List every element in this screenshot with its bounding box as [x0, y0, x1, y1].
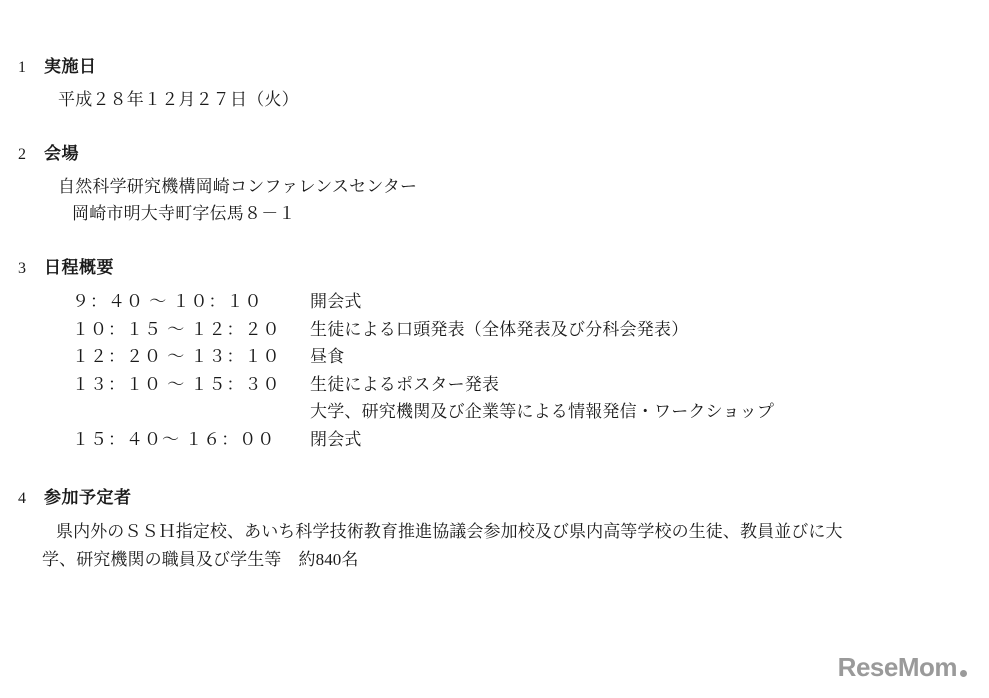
- section-heading: [14, 52, 949, 77]
- section-body-line: 平成２８年１２月２７日（火）: [58, 90, 299, 109]
- section-number: 2: [18, 146, 27, 164]
- schedule-row: [14, 343, 949, 371]
- schedule-description: 開会式: [310, 292, 362, 312]
- section-heading: [14, 483, 949, 508]
- schedule-description-sub: 大学、研究機関及び企業等による情報発信・ワークショップ: [310, 402, 775, 422]
- section-kaijou: [14, 139, 949, 227]
- spacer: [14, 453, 949, 483]
- spacer: [14, 113, 949, 139]
- section-title: 参加予定者: [44, 488, 132, 508]
- section-number: 4: [18, 490, 27, 508]
- section-number: 1: [18, 59, 27, 76]
- schedule-time: ９：４０ ～ １０：１０: [72, 292, 263, 312]
- resemom-watermark: [838, 654, 967, 680]
- spacer: [14, 77, 949, 87]
- schedule-description: 生徒によるポスター発表: [310, 374, 500, 394]
- schedule-row: [14, 371, 949, 399]
- spacer: [14, 227, 949, 253]
- section-body-line: 自然科学研究機構岡崎コンファレンスセンター: [58, 177, 418, 197]
- section-heading: [14, 253, 949, 278]
- schedule-time: １０：１５ ～ １２：２０: [72, 319, 281, 339]
- section-heading: [14, 139, 949, 164]
- spacer: [14, 278, 949, 288]
- schedule-description: 昼食: [310, 347, 345, 367]
- schedule-description: 閉会式: [310, 429, 362, 449]
- schedule-time: １２：２０ ～ １３：１０: [72, 347, 281, 367]
- schedule-time: １３：１０ ～ １５：３０: [72, 374, 281, 394]
- schedule-description: 生徒による口頭発表（全体発表及び分科会発表）: [310, 319, 689, 339]
- schedule-row: [14, 316, 949, 344]
- paragraph-line: 学、研究機関の職員及び学生等 約840名: [42, 549, 359, 569]
- spacer: [14, 508, 949, 518]
- watermark-text: ReseMom: [837, 652, 957, 682]
- section-sanka-yoteisha: [14, 483, 949, 573]
- spacer: [14, 164, 949, 174]
- paragraph-line: 県内外のＳＳＨ指定校、あいち科学技術教育推進協議会参加校及び県内高等学校の生徒、教員並びに大: [56, 522, 843, 542]
- section-number: 3: [18, 260, 27, 278]
- schedule-row: [14, 426, 949, 454]
- section-body-line: 岡崎市明大寺町字伝馬８－１: [72, 203, 296, 223]
- section-jisshibi: [14, 52, 949, 113]
- watermark-dot-icon: [960, 670, 967, 677]
- schedule-row: [14, 288, 949, 316]
- section-title: 会場: [44, 144, 79, 164]
- section-nittei-gaiyou: [14, 253, 949, 453]
- section-title: 実施日: [44, 57, 97, 76]
- section-title: 日程概要: [44, 258, 114, 278]
- schedule-time: １５：４０～ １６：００: [72, 429, 276, 449]
